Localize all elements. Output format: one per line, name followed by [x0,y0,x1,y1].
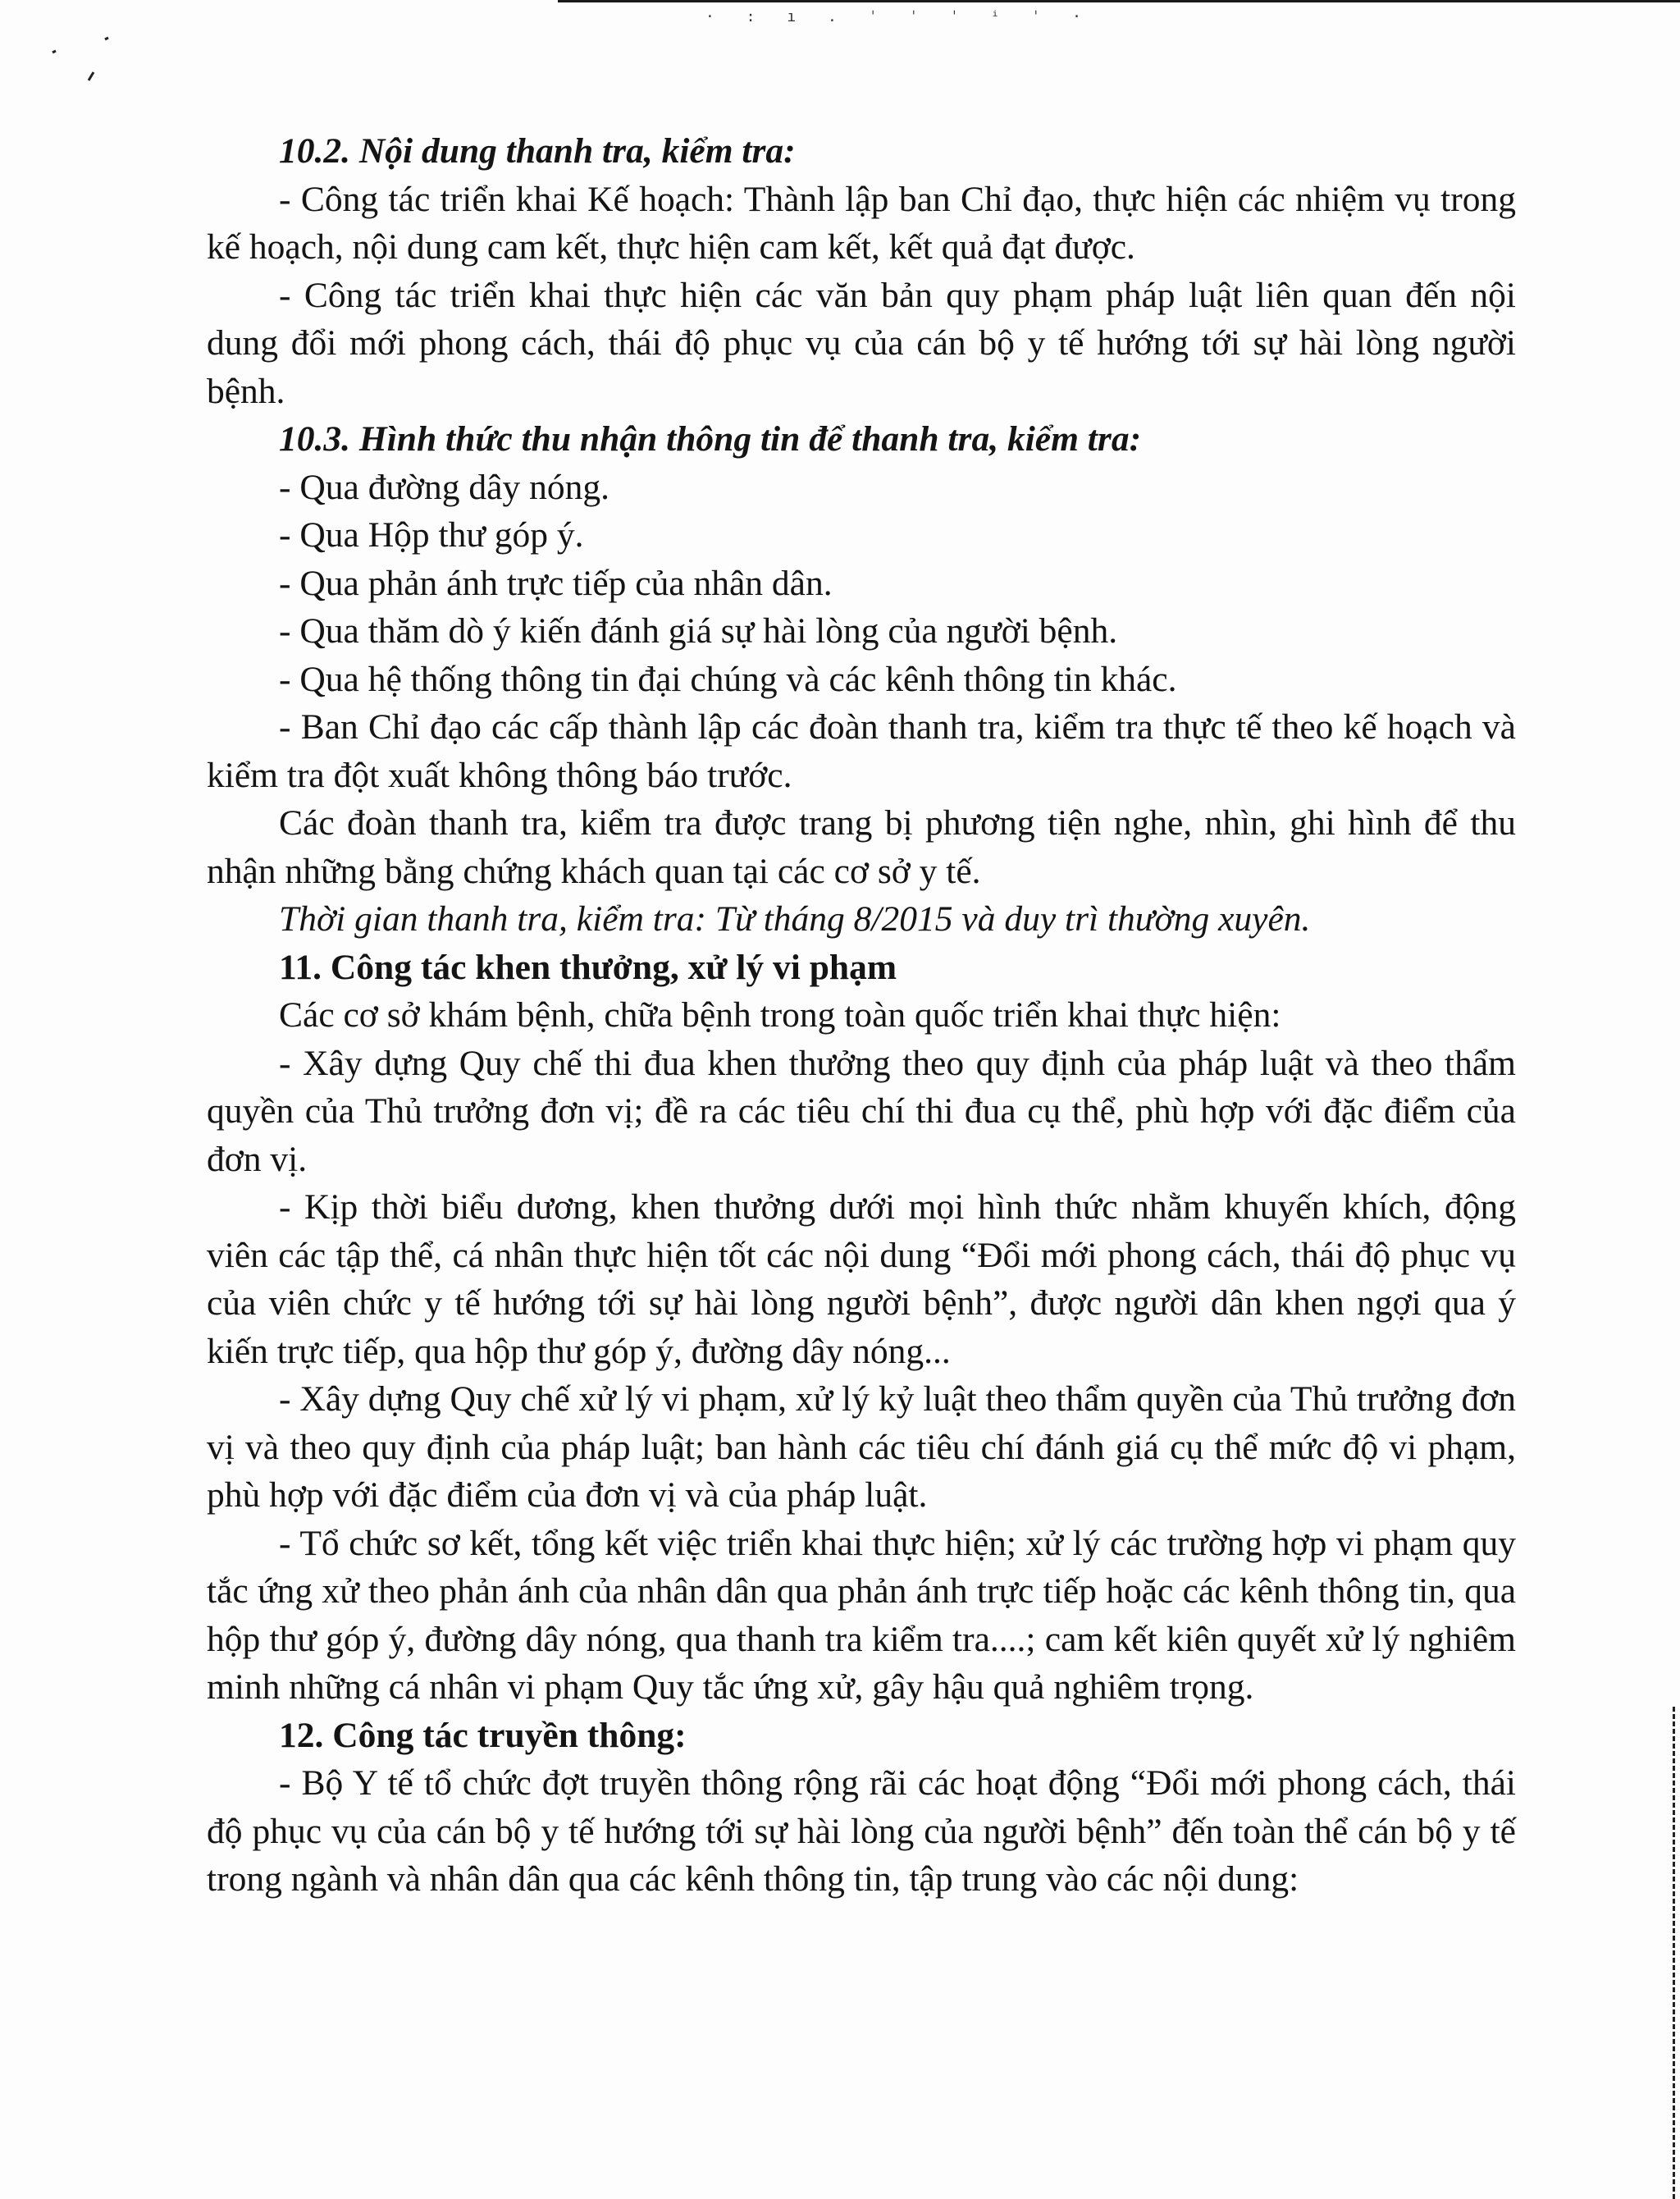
scan-right-edge [1673,1707,1675,2199]
scan-specks: · : ı . ˈ ˈ ˈ ⁱ ˈ · [705,8,1093,25]
section-11-item: - Xây dựng Quy chế xử lý vi phạm, xử lý kỷ luật theo thẩm quyền của Thủ trưởng đơn vị và theo quy định của pháp luật; ban hành các tiêu chí đánh giá cụ thể mức độ vi phạm, phù hợp với đặc điểm của đơn vị và của pháp luật. [207,1379,1516,1515]
section-11-item: - Tổ chức sơ kết, tổng kết việc triển khai thực hiện; xử lý các trường hợp vi phạm quy tắc ứng xử theo phản ánh của nhân dân qua phản ánh trực tiếp hoặc các kênh thông tin, qua hộp thư góp ý, đường dây nóng, qua thanh tra kiểm tra....; cam kết kiên quyết xử lý nghiêm minh những cá nhân vi phạm Quy tắc ứng xử, gây hậu quả nghiêm trọng. [207,1523,1516,1707]
section-10-2-item: - Công tác triển khai Kế hoạch: Thành lập ban Chỉ đạo, thực hiện các nhiệm vụ trong kế hoạch, nội dung cam kết, thực hiện cam kết, kết quả đạt được. [207,179,1516,267]
section-10-3-item: - Qua Hộp thư góp ý. [279,515,584,555]
scan-corner-marks [48,33,113,90]
section-10-3-item: - Ban Chỉ đạo các cấp thành lập các đoàn thanh tra, kiểm tra thực tế theo kế hoạch và kiểm tra đột xuất không thông báo trước. [207,707,1516,795]
section-10-3-item: - Qua hệ thống thông tin đại chúng và các kênh thông tin khác. [279,659,1177,699]
section-11-intro: Các cơ sở khám bệnh, chữa bệnh trong toàn quốc triển khai thực hiện: [279,995,1281,1035]
section-10-3-item: - Qua phản ánh trực tiếp của nhân dân. [279,563,833,603]
section-11-item: - Kịp thời biểu dương, khen thưởng dưới mọi hình thức nhằm khuyến khích, động viên các tập thể, cá nhân thực hiện tốt các nội dung “Đổi mới phong cách, thái độ phục vụ của viên chức y tế hướng tới sự hài lòng người bệnh”, được người dân khen ngợi qua ý kiến trực tiếp, qua hộp thư góp ý, đường dây nóng... [207,1187,1516,1371]
section-12-heading: 12. Công tác truyền thông: [279,1715,687,1755]
section-10-3-time: Thời gian thanh tra, kiểm tra: Từ tháng 8/2015 và duy trì thường xuyên. [279,899,1311,939]
section-10-3-item: - Qua đường dây nóng. [279,467,609,507]
section-10-2-item: - Công tác triển khai thực hiện các văn bản quy phạm pháp luật liên quan đến nội dung đổi mới phong cách, thái độ phục vụ của cán bộ y tế hướng tới sự hài lòng người bệnh. [207,275,1516,411]
section-10-3-item: - Qua thăm dò ý kiến đánh giá sự hài lòng của người bệnh. [279,611,1118,651]
section-12-item: - Bộ Y tế tổ chức đợt truyền thông rộng rãi các hoạt động “Đổi mới phong cách, thái độ phục vụ của cán bộ y tế hướng tới sự hài lòng của người bệnh” đến toàn thể cán bộ y tế trong ngành và nhân dân qua các kênh thông tin, tập trung vào các nội dung: [207,1763,1516,1899]
document-body [207,127,1516,1904]
section-11-item: - Xây dựng Quy chế thi đua khen thưởng theo quy định của pháp luật và theo thẩm quyền của Thủ trưởng đơn vị; đề ra các tiêu chí thi đua cụ thể, phù hợp với đặc điểm của đơn vị. [207,1043,1516,1179]
section-10-3-heading: 10.3. Hình thức thu nhận thông tin để thanh tra, kiểm tra: [279,419,1142,459]
section-10-2-heading: 10.2. Nội dung thanh tra, kiểm tra: [279,131,796,171]
scan-edge-line [558,0,1680,2]
section-11-heading: 11. Công tác khen thưởng, xử lý vi phạm [279,947,897,987]
section-10-3-note: Các đoàn thanh tra, kiểm tra được trang bị phương tiện nghe, nhìn, ghi hình để thu nhận những bằng chứng khách quan tại các cơ sở y tế. [207,803,1516,891]
